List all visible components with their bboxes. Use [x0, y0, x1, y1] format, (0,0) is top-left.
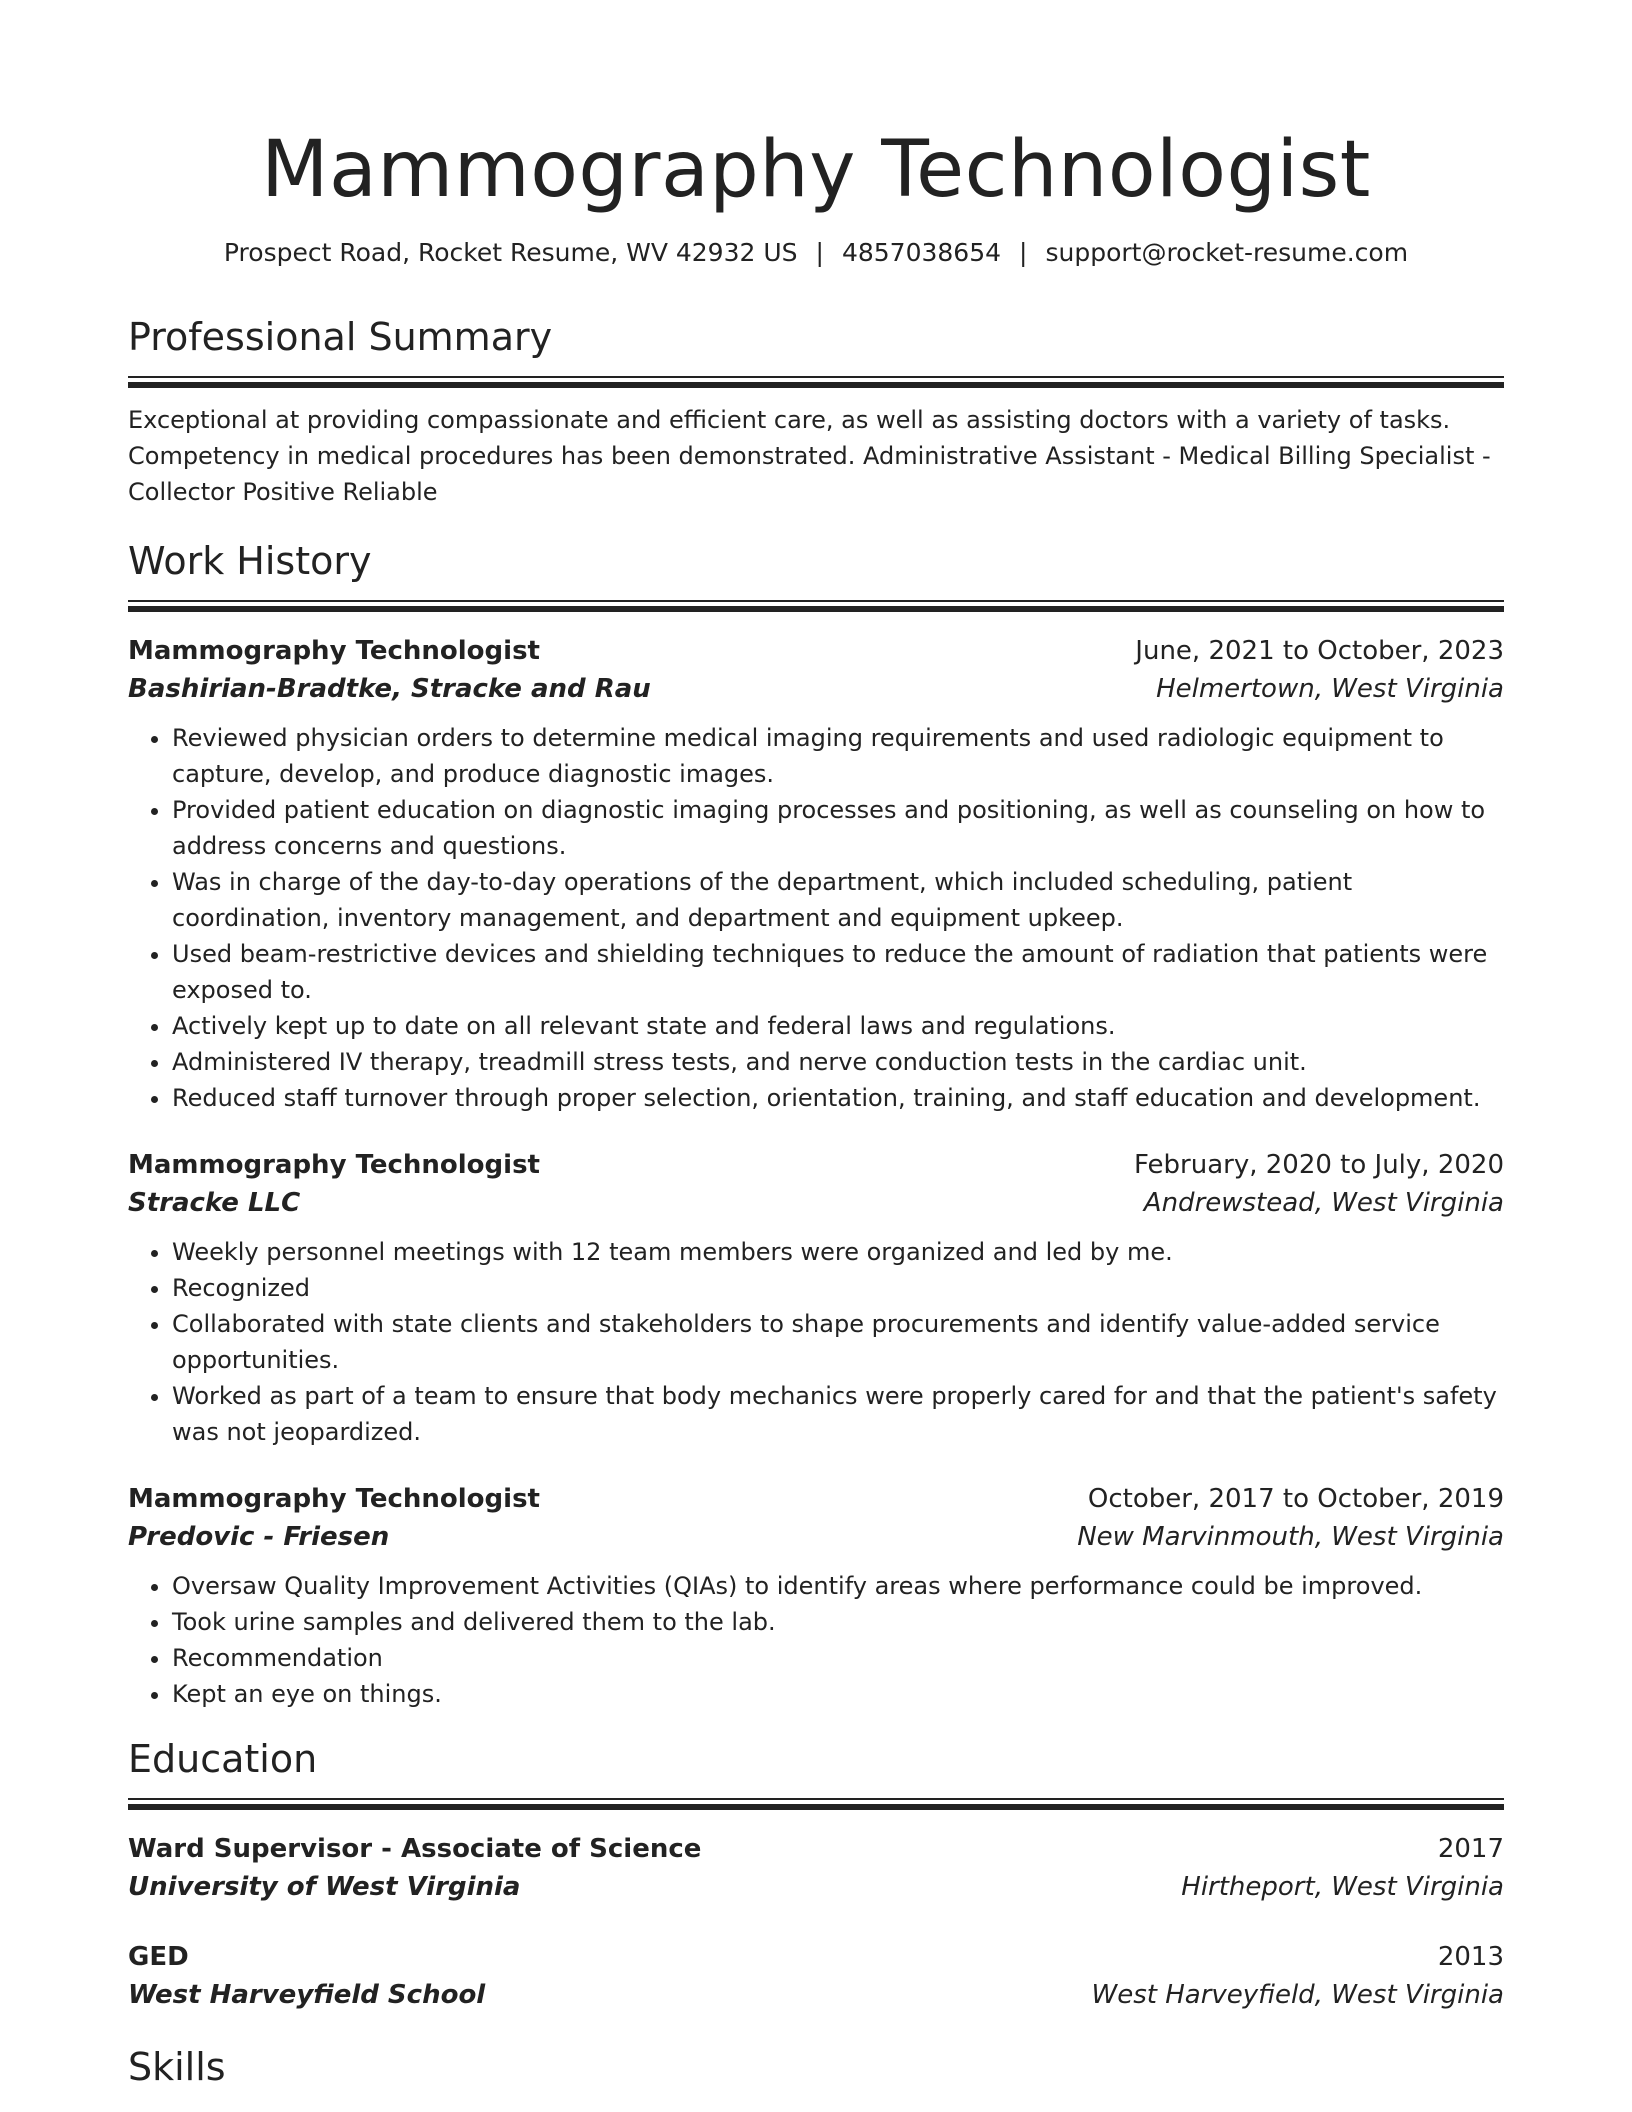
- contact-address: Prospect Road, Rocket Resume, WV 42932 US: [223, 238, 798, 267]
- education-degree: GED: [128, 1942, 189, 1972]
- job-title: Mammography Technologist: [128, 636, 540, 666]
- job-title: Mammography Technologist: [128, 1484, 540, 1514]
- contact-phone: 4857038654: [841, 238, 1002, 267]
- list-item: • Collaborated with state clients and stakeholders to shape procurements and identify value-added service opportunities.: [172, 1306, 1504, 1378]
- education-location: West Harveyfield, West Virginia: [1091, 1980, 1504, 2010]
- list-item: • Kept an eye on things.: [172, 1676, 1504, 1712]
- section-divider: [128, 376, 1504, 388]
- education-header-row: [128, 1938, 1504, 1976]
- contact-email: support@rocket-resume.com: [1045, 238, 1409, 267]
- job-company-row: [128, 1184, 1504, 1222]
- job-header-row: [128, 632, 1504, 670]
- job-dates: October, 2017 to October, 2019: [1087, 1484, 1504, 1514]
- job-entry: [128, 1480, 1504, 1712]
- summary-section: [128, 312, 1504, 510]
- work-history-heading: Work History: [128, 539, 372, 583]
- skills-section: [128, 2042, 1504, 2092]
- list-item: • Was in charge of the day-to-day operations of the department, which included scheduling, patient coordination, inventory management, and department and equipment upkeep.: [172, 864, 1504, 936]
- list-item: • Administered IV therapy, treadmill stress tests, and nerve conduction tests in the cardiac unit.: [172, 1044, 1504, 1080]
- education-year: 2017: [1437, 1834, 1504, 1864]
- list-item: • Reduced staff turnover through proper selection, orientation, training, and staff education and development.: [172, 1080, 1504, 1116]
- job-duties-list: [128, 720, 1504, 1116]
- summary-text: Exceptional at providing compassionate and efficient care, as well as assisting doctors with a variety of tasks. Competency in medical procedures has been demonstrated. Administrative Assistant - Medical Billing Specialist - Collector Positive Reliable: [128, 406, 1491, 506]
- job-location: Andrewstead, West Virginia: [1143, 1188, 1504, 1218]
- job-company: Stracke LLC: [128, 1188, 301, 1218]
- job-entry: [128, 632, 1504, 1116]
- work-history-section: [128, 536, 1504, 1712]
- list-item: • Recognized: [172, 1270, 1504, 1306]
- list-item: • Took urine samples and delivered them to the lab.: [172, 1604, 1504, 1640]
- job-location: Helmertown, West Virginia: [1156, 674, 1504, 704]
- education-school: West Harveyfield School: [128, 1980, 486, 2010]
- list-item: • Reviewed physician orders to determine medical imaging requirements and used radiologic equipment to capture, develop, and produce diagnostic images.: [172, 720, 1504, 792]
- list-item: • Worked as part of a team to ensure that body mechanics were properly cared for and that the patient's safety was not jeopardized.: [172, 1378, 1504, 1450]
- job-header-row: [128, 1146, 1504, 1184]
- list-item: • Used beam-restrictive devices and shielding techniques to reduce the amount of radiation that patients were exposed to.: [172, 936, 1504, 1008]
- education-location: Hirtheport, West Virginia: [1181, 1872, 1504, 1902]
- section-divider: [128, 600, 1504, 612]
- job-company: Predovic - Friesen: [128, 1522, 390, 1552]
- job-entry: [128, 1146, 1504, 1450]
- education-entry: [128, 1938, 1504, 2014]
- contact-separator: |: [1019, 238, 1028, 267]
- list-item: • Provided patient education on diagnostic imaging processes and positioning, as well as counseling on how to address concerns and questions.: [172, 792, 1504, 864]
- candidate-name: Mammography Technologist: [261, 125, 1371, 215]
- list-item: • Recommendation: [172, 1640, 1504, 1676]
- job-company: Bashirian-Bradtke, Stracke and Rau: [128, 674, 651, 704]
- education-header-row: [128, 1830, 1504, 1868]
- education-school-row: [128, 1868, 1504, 1906]
- summary-heading: Professional Summary: [128, 315, 553, 359]
- education-year: 2013: [1437, 1942, 1504, 1972]
- job-duties-list: [128, 1234, 1504, 1450]
- contact-separator: |: [815, 238, 824, 267]
- contact-line: [128, 236, 1504, 270]
- education-section: [128, 1734, 1504, 2014]
- section-divider: [128, 1798, 1504, 1810]
- education-heading: Education: [128, 1737, 318, 1781]
- job-dates: June, 2021 to October, 2023: [1135, 636, 1504, 666]
- list-item: • Weekly personnel meetings with 12 team members were organized and led by me.: [172, 1234, 1504, 1270]
- education-entry: [128, 1830, 1504, 1906]
- list-item: • Actively kept up to date on all relevant state and federal laws and regulations.: [172, 1008, 1504, 1044]
- job-location: New Marvinmouth, West Virginia: [1077, 1522, 1504, 1552]
- job-company-row: [128, 1518, 1504, 1556]
- skills-heading: Skills: [128, 2045, 226, 2089]
- job-dates: February, 2020 to July, 2020: [1134, 1150, 1504, 1180]
- job-title: Mammography Technologist: [128, 1150, 540, 1180]
- education-school: University of West Virginia: [128, 1872, 521, 1902]
- education-school-row: [128, 1976, 1504, 2014]
- education-degree: Ward Supervisor - Associate of Science: [128, 1834, 702, 1864]
- job-header-row: [128, 1480, 1504, 1518]
- job-company-row: [128, 670, 1504, 708]
- job-duties-list: [128, 1568, 1504, 1712]
- list-item: • Oversaw Quality Improvement Activities (QIAs) to identify areas where performance could be improved.: [172, 1568, 1504, 1604]
